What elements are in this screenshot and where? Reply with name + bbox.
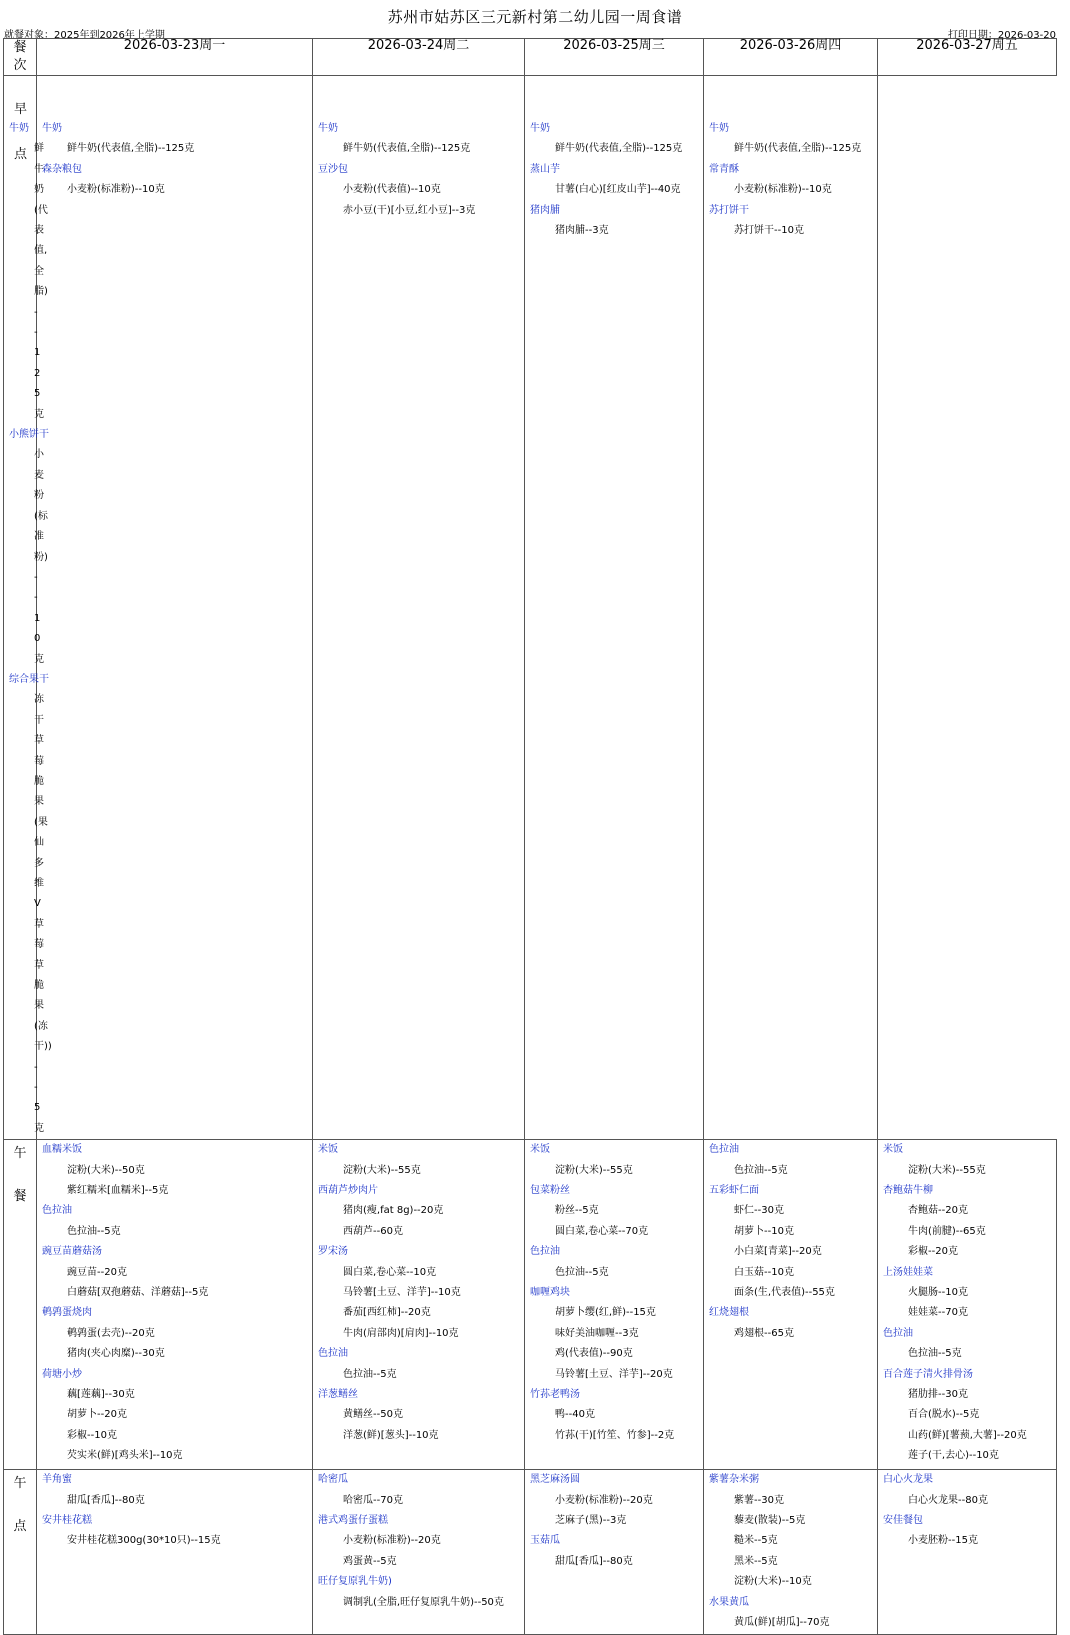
dish-name: 米饭: [530, 1144, 550, 1156]
breakfast-row: [4, 76, 1057, 1140]
dish-name: 苏打饼干: [709, 204, 749, 216]
dish-name: 杏鲍菇牛柳: [883, 1185, 933, 1197]
breakfast-cell: [525, 76, 704, 1140]
day-header: 2026-03-27周五: [878, 39, 1057, 76]
ingredient-line: 哈密瓜--70克: [343, 1494, 403, 1506]
lunch-cell: [525, 1140, 704, 1470]
ingredient-line: 藕[莲藕]--30克: [67, 1389, 135, 1401]
ingredient-line: 鲜牛奶(代表值,全脂)--125克: [34, 143, 48, 420]
ingredient-line: 娃娃菜--70克: [908, 1307, 968, 1319]
dish-name: 洋葱鳝丝: [318, 1389, 358, 1401]
dish-name: 水果黄瓜: [709, 1596, 749, 1608]
ingredient-line: 山药(鲜)[薯蓣,大薯]--20克: [908, 1429, 1027, 1441]
meal-label-char: 午: [13, 1146, 27, 1162]
dish-name: 安佳餐包: [883, 1515, 923, 1527]
lunch-cell: [37, 1140, 313, 1470]
ingredient-line: 圆白菜,卷心菜--10克: [343, 1266, 437, 1278]
ingredient-line: 淀粉(大米)--10克: [734, 1576, 812, 1588]
ingredient-line: 小麦粉(代表值)--10克: [343, 184, 441, 196]
dish-name: 小熊饼干: [9, 429, 49, 441]
ingredient-line: 苏打饼干--10克: [734, 224, 804, 236]
audience-label: 就餐对象：2025年到2026年上学期: [4, 30, 165, 41]
ingredient-line: 彩椒--10克: [67, 1429, 117, 1441]
dish-name: 紫薯杂米粥: [709, 1474, 759, 1486]
ingredient-line: 火腿肠--10克: [908, 1287, 968, 1299]
ingredient-line: 马铃薯[土豆、洋芋]--20克: [555, 1368, 673, 1380]
meal-label-char: 点: [13, 1519, 27, 1535]
day-header: 2026-03-25周三: [525, 39, 704, 76]
ingredient-line: 豌豆苗--20克: [67, 1266, 127, 1278]
ingredient-line: 赤小豆(干)[小豆,红小豆]--3克: [343, 204, 476, 216]
dish-name: 牛奶: [709, 123, 729, 134]
ingredient-line: 芝麻子(黑)--3克: [555, 1515, 627, 1527]
ingredient-line: 莲子(干,去心)--10克: [908, 1450, 999, 1462]
ingredient-line: 鸭--40克: [555, 1409, 595, 1421]
dish-name: 牛奶: [530, 123, 550, 134]
ingredient-line: 圆白菜,卷心菜--70克: [555, 1225, 649, 1237]
afternoon-cell: [704, 1470, 878, 1635]
dish-name: 羊角蜜: [42, 1474, 72, 1486]
meal-label-char: 餐: [13, 1189, 27, 1205]
ingredient-line: 马铃薯[土豆、洋芋]--10克: [343, 1287, 461, 1299]
ingredient-line: 洋葱(鲜)[葱头]--10克: [343, 1429, 439, 1441]
dish-name: 玉菇瓜: [530, 1535, 560, 1547]
ingredient-line: 竹荪(干)[竹笙、竹参]--2克: [555, 1429, 675, 1441]
ingredient-line: 鲜牛奶(代表值,全脂)--125克: [734, 143, 862, 155]
ingredient-line: 面条(生,代表值)--55克: [734, 1287, 835, 1299]
ingredient-line: 鲜牛奶(代表值,全脂)--125克: [343, 143, 471, 155]
ingredient-line: 虾仁--30克: [734, 1205, 784, 1217]
dish-name: 米饭: [318, 1144, 338, 1156]
breakfast-cell: [4, 76, 52, 1140]
day-header: 2026-03-26周四: [704, 39, 878, 76]
dish-name: 牛奶: [318, 123, 338, 134]
dish-name: 五彩虾仁面: [709, 1185, 759, 1197]
ingredient-line: 调制乳(全脂,旺仔复原乳牛奶)--50克: [343, 1596, 504, 1608]
ingredient-line: 鹌鹑蛋(去壳)--20克: [67, 1327, 155, 1339]
meal-type-header: [4, 39, 37, 76]
ingredient-line: 鲜牛奶(代表值,全脂)--125克: [67, 143, 195, 155]
breakfast-label: [4, 98, 37, 162]
lunch-cell: [878, 1140, 1057, 1470]
ingredient-line: 牛肉(肩部肉)[肩肉]--10克: [343, 1327, 459, 1339]
ingredient-line: 色拉油--5克: [343, 1368, 397, 1380]
dish-name: 色拉油: [709, 1144, 739, 1156]
afternoon-label: [4, 1470, 37, 1635]
ingredient-line: 鸡翅根--65克: [734, 1327, 794, 1339]
ingredient-line: 黑米--5克: [734, 1555, 778, 1567]
ingredient-line: 甜瓜[香瓜]--80克: [67, 1494, 145, 1506]
meal-type-char: 次: [13, 58, 27, 73]
breakfast-cell: [704, 76, 878, 1140]
dish-name: 西葫芦炒肉片: [318, 1185, 378, 1197]
ingredient-line: 粉丝--5克: [555, 1205, 599, 1217]
date-header-row: [4, 39, 1057, 76]
breakfast-cell: [37, 76, 313, 1140]
lunch-label: [4, 1140, 37, 1470]
afternoon-cell: [313, 1470, 525, 1635]
dish-name: 竹荪老鸭汤: [530, 1389, 580, 1401]
dish-name: 包菜粉丝: [530, 1185, 570, 1197]
ingredient-line: 紫红糯米[血糯米]--5克: [67, 1185, 169, 1197]
ingredient-line: 小麦粉(标准粉)--10克: [734, 184, 832, 196]
dish-name: 血糯米饭: [42, 1144, 82, 1156]
ingredient-line: 鲜牛奶(代表值,全脂)--125克: [555, 143, 683, 155]
dish-name: 鹌鹑蛋烧肉: [42, 1307, 92, 1319]
ingredient-line: 冻干草莓脆果(果仙多维V草莓草脆果(冻干))--5克: [34, 694, 52, 1134]
weekly-menu-table: [3, 38, 1057, 1635]
ingredient-line: 甘薯(白心)[红皮山芋]--40克: [555, 184, 681, 196]
dish-name: 豌豆苗蘑菇汤: [42, 1246, 102, 1258]
ingredient-line: 西葫芦--60克: [343, 1225, 403, 1237]
afternoon-cell: [37, 1470, 313, 1635]
meal-label-char: 点: [13, 147, 27, 162]
meal-label-char: 午: [13, 1476, 27, 1492]
ingredient-line: 安井桂花糕300g(30*10只)--15克: [67, 1535, 221, 1547]
day-header: 2026-03-24周二: [313, 39, 525, 76]
dish-name: 旺仔复原乳牛奶): [318, 1576, 392, 1588]
ingredient-line: 牛肉(前腱)--65克: [908, 1225, 986, 1237]
ingredient-line: 鸡蛋黄--5克: [343, 1555, 397, 1567]
ingredient-line: 芡实米(鲜)[鸡头米]--10克: [67, 1450, 183, 1462]
afternoon-row: [4, 1470, 1057, 1635]
print-date: 打印日期：2026-03-20: [947, 30, 1056, 41]
dish-name: 白心火龙果: [883, 1474, 933, 1486]
dish-name: 百合莲子清火排骨汤: [883, 1368, 973, 1380]
ingredient-line: 猪肉脯--3克: [555, 224, 609, 236]
dish-name: 常青酥: [709, 163, 739, 175]
afternoon-cell: [525, 1470, 704, 1635]
ingredient-line: 味好美油咖喱--3克: [555, 1327, 639, 1339]
ingredient-line: 猪肉(夹心肉糜)--30克: [67, 1348, 165, 1360]
ingredient-line: 白心火龙果--80克: [908, 1494, 988, 1506]
dish-name: 罗宋汤: [318, 1246, 348, 1258]
dish-name: 色拉油: [42, 1205, 72, 1217]
lunch-row: [4, 1140, 1057, 1470]
ingredient-line: 小麦粉(标准粉)--20克: [343, 1535, 441, 1547]
ingredient-line: 鸡(代表值)--90克: [555, 1348, 633, 1360]
ingredient-line: 淀粉(大米)--55克: [555, 1164, 633, 1176]
ingredient-line: 色拉油--5克: [67, 1225, 121, 1237]
meal-label-char: 早: [13, 102, 27, 117]
dish-name: 蒸山芋: [530, 163, 560, 175]
day-header: 2026-03-23周一: [37, 39, 313, 76]
dish-name: 哈密瓜: [318, 1474, 348, 1486]
dish-name: 综合果干: [9, 673, 49, 685]
ingredient-line: 小麦粉(标准粉)--10克: [34, 449, 48, 665]
dish-name: 色拉油: [883, 1327, 913, 1339]
dish-name: 咖喱鸡块: [530, 1287, 570, 1299]
dish-name: 荷塘小炒: [42, 1368, 82, 1380]
dish-name: 安井桂花糕: [42, 1515, 92, 1527]
ingredient-line: 胡萝卜--20克: [67, 1409, 127, 1421]
lunch-cell: [704, 1140, 878, 1470]
ingredient-line: 色拉油--5克: [555, 1266, 609, 1278]
ingredient-line: 小麦粉(标准粉)--10克: [67, 184, 165, 196]
ingredient-line: 色拉油--5克: [908, 1348, 962, 1360]
ingredient-line: 猪肋排--30克: [908, 1389, 968, 1401]
breakfast-cell: [313, 76, 525, 1140]
ingredient-line: 杏鲍菇--20克: [908, 1205, 968, 1217]
ingredient-line: 黄鳝丝--50克: [343, 1409, 403, 1421]
ingredient-line: 小麦胚粉--15克: [908, 1535, 978, 1547]
ingredient-line: 彩椒--20克: [908, 1246, 958, 1258]
ingredient-line: 白蘑菇[双孢蘑菇、洋蘑菇]--5克: [67, 1287, 209, 1299]
dish-name: 牛奶: [42, 123, 62, 134]
ingredient-line: 胡萝卜缨(红,鲜)--15克: [555, 1307, 656, 1319]
ingredient-line: 白玉菇--10克: [734, 1266, 794, 1278]
ingredient-line: 色拉油--5克: [734, 1164, 788, 1176]
ingredient-line: 甜瓜[香瓜]--80克: [555, 1555, 633, 1567]
ingredient-line: 小白菜[青菜]--20克: [734, 1246, 822, 1258]
ingredient-line: 胡萝卜--10克: [734, 1225, 794, 1237]
ingredient-line: 小麦粉(标准粉)--20克: [555, 1494, 653, 1506]
ingredient-line: 淀粉(大米)--55克: [908, 1164, 986, 1176]
ingredient-line: 藜麦(散装)--5克: [734, 1515, 806, 1527]
dish-name: 黑芝麻汤圆: [530, 1474, 580, 1486]
ingredient-line: 黄瓜(鲜)[胡瓜]--70克: [734, 1617, 830, 1629]
ingredient-line: 淀粉(大米)--55克: [343, 1164, 421, 1176]
meal-type-char: 餐: [13, 40, 27, 55]
dish-name: 色拉油: [318, 1348, 348, 1360]
dish-name: 上汤娃娃菜: [883, 1266, 933, 1278]
dish-name: 猪肉脯: [530, 204, 560, 216]
page-title: 苏州市姑苏区三元新村第二幼儿园一周食谱: [387, 8, 683, 26]
dish-name: 色拉油: [530, 1246, 560, 1258]
ingredient-line: 番茄[西红柿]--20克: [343, 1307, 431, 1319]
dish-name: 米饭: [883, 1144, 903, 1156]
dish-name: 豆沙包: [318, 163, 348, 175]
dish-name: 森杂粮包: [42, 163, 82, 175]
ingredient-line: 紫薯--30克: [734, 1494, 784, 1506]
ingredient-line: 猪肉(瘦,fat 8g)--20克: [343, 1205, 444, 1217]
dish-name: 牛奶: [9, 123, 29, 134]
ingredient-line: 糙米--5克: [734, 1535, 778, 1547]
lunch-cell: [313, 1140, 525, 1470]
ingredient-line: 淀粉(大米)--50克: [67, 1164, 145, 1176]
dish-name: 红烧翅根: [709, 1307, 749, 1319]
ingredient-line: 百合(脱水)--5克: [908, 1409, 980, 1421]
afternoon-cell: [878, 1470, 1057, 1635]
dish-name: 港式鸡蛋仔蛋糕: [318, 1515, 388, 1527]
